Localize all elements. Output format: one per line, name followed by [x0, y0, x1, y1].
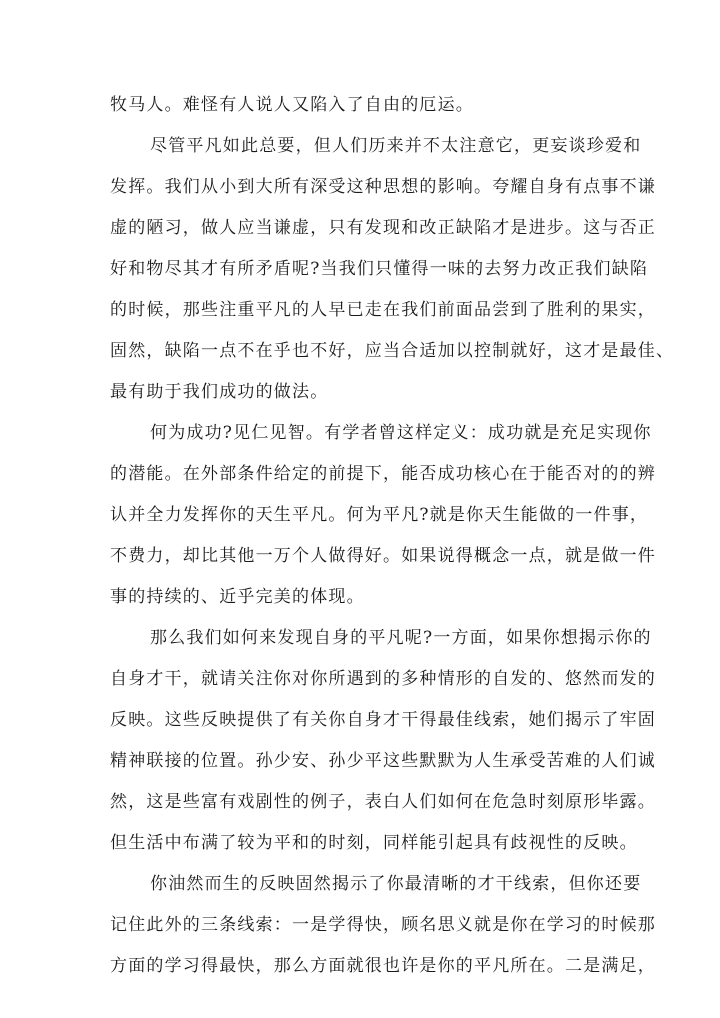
text-line: 的潜能。在外部条件给定的前提下，能否成功核心在于能否对的的辨	[110, 464, 656, 484]
text-line: 精神联接的位置。孙少安、孙少平这些默默为人生承受苦难的人们诚	[110, 751, 656, 771]
text-line: 自身才干，就请关注你对你所遇到的多种情形的自发的、悠然而发的	[110, 669, 656, 689]
text-line: 牧马人。难怪有人说人又陷入了自由的厄运。	[110, 95, 474, 115]
text-line: 的时候，那些注重平凡的人早已走在我们前面品尝到了胜利的果实，	[110, 300, 656, 320]
paragraph-start-line: 你油然而生的反映固然揭示了你最清晰的才干线索，但你还要	[150, 874, 642, 894]
text-line: 反映。这些反映提供了有关你自身才干得最佳线索，她们揭示了牢固	[110, 710, 656, 730]
text-line: 然，这是些富有戏剧性的例子，表白人们如何在危急时刻原形毕露。	[110, 792, 656, 812]
paragraph-start-line: 那么我们如何来发现自身的平凡呢?一方面，如果你想揭示你的	[150, 628, 652, 648]
paragraph-start-line: 尽管平凡如此总要，但人们历来并不太注意它，更妄谈珍爱和	[150, 136, 642, 156]
text-line: 但生活中布满了较为平和的时刻，同样能引起具有歧视性的反映。	[110, 833, 638, 853]
text-line: 好和物尽其才有所矛盾呢?当我们只懂得一味的去努力改正我们缺陷	[110, 259, 649, 279]
text-line: 固然，缺陷一点不在乎也不好，应当合适加以控制就好，这才是最佳、	[110, 341, 675, 361]
text-line: 认并全力发挥你的天生平凡。何为平凡?就是你天生能做的一件事，	[110, 505, 649, 525]
text-line: 虚的陋习，做人应当谦虚，只有发现和改正缺陷才是进步。这与否正	[110, 218, 656, 238]
text-line: 事的持续的、近乎完美的体现。	[110, 587, 365, 607]
text-line: 方面的学习得最快，那么方面就很也许是你的平凡所在。二是满足，	[110, 956, 656, 976]
text-line: 发挥。我们从小到大所有深受这种思想的影响。夸耀自身有点事不谦	[110, 177, 656, 197]
paragraph-start-line: 何为成功?见仁见智。有学者曾这样定义：成功就是充足实现你	[150, 423, 652, 443]
text-line: 记住此外的三条线索：一是学得快，顾名思义就是你在学习的时候那	[110, 915, 656, 935]
text-line: 不费力，却比其他一万个人做得好。如果说得概念一点，就是做一件	[110, 546, 656, 566]
text-line: 最有助于我们成功的做法。	[110, 382, 329, 402]
